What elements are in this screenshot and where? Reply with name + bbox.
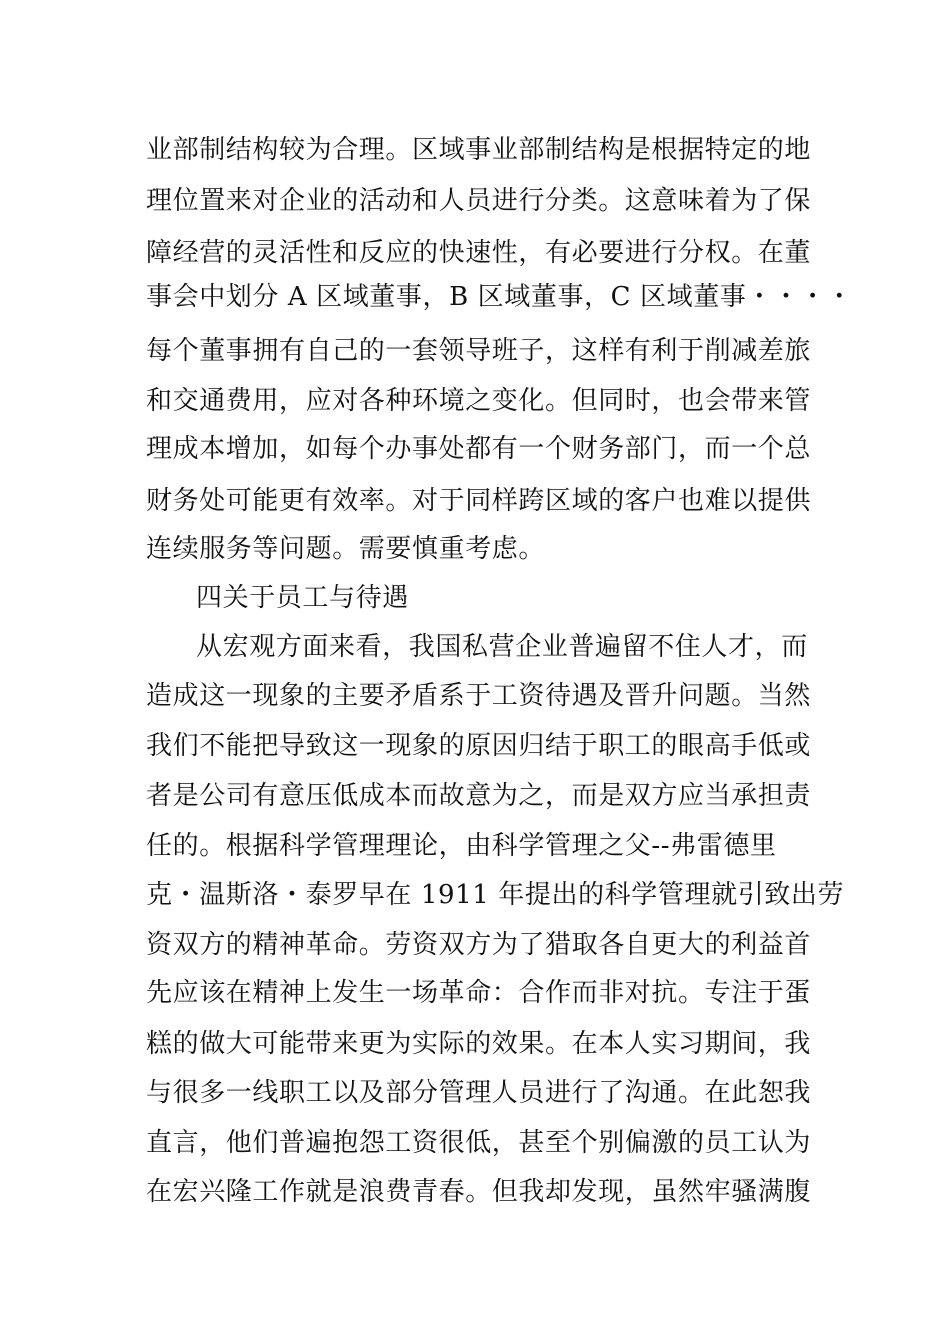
text-line: 财务处可能更有效率。对于同样跨区域的客户也难以提供	[146, 486, 812, 516]
text-line: 我们不能把导致这一现象的原因归结于职工的眼高手低或	[146, 731, 812, 761]
text-line: 理位置来对企业的活动和人员进行分类。这意味着为了保	[146, 186, 812, 216]
text-line: 在宏兴隆工作就是浪费青春。但我却发现，虽然牢骚满腹	[146, 1177, 812, 1207]
text-line: 糕的做大可能带来更为实际的效果。在本人实习期间，我	[146, 1029, 812, 1059]
text-line: 造成这一现象的主要矛盾系于工资待遇及晋升问题。当然	[146, 681, 812, 711]
text-line: 从宏观方面来看，我国私营企业普遍留不住人才，而	[196, 632, 808, 662]
text-line: 事会中划分 A 区域董事，B 区域董事，C 区域董事・・・・	[146, 282, 853, 312]
section-heading: 四关于员工与待遇	[196, 583, 409, 613]
text-line: 业部制结构较为合理。区域事业部制结构是根据特定的地	[146, 135, 812, 165]
text-line: 克・温斯洛・泰罗早在 1911 年提出的科学管理就引致出劳	[146, 880, 845, 910]
text-line: 资双方的精神革命。劳资双方为了猎取各自更大的利益首	[146, 930, 812, 960]
text-line: 直言，他们普遍抱怨工资很低，甚至个别偏激的员工认为	[146, 1128, 812, 1158]
text-line: 任的。根据科学管理理论，由科学管理之父--弗雷德里	[146, 831, 777, 861]
text-line: 理成本增加，如每个办事处都有一个财务部门，而一个总	[146, 434, 812, 464]
text-line: 与很多一线职工以及部分管理人员进行了沟通。在此恕我	[146, 1078, 812, 1108]
text-line: 连续服务等问题。需要慎重考虑。	[146, 534, 546, 564]
text-line: 先应该在精神上发生一场革命：合作而非对抗。专注于蛋	[146, 978, 812, 1008]
text-line: 和交通费用，应对各种环境之变化。但同时，也会带来管	[146, 386, 812, 416]
text-line: 者是公司有意压低成本而故意为之，而是双方应当承担责	[146, 781, 812, 811]
text-line: 障经营的灵活性和反应的快速性，有必要进行分权。在董	[146, 238, 812, 268]
text-line: 每个董事拥有自己的一套领导班子，这样有利于削减差旅	[146, 336, 812, 366]
